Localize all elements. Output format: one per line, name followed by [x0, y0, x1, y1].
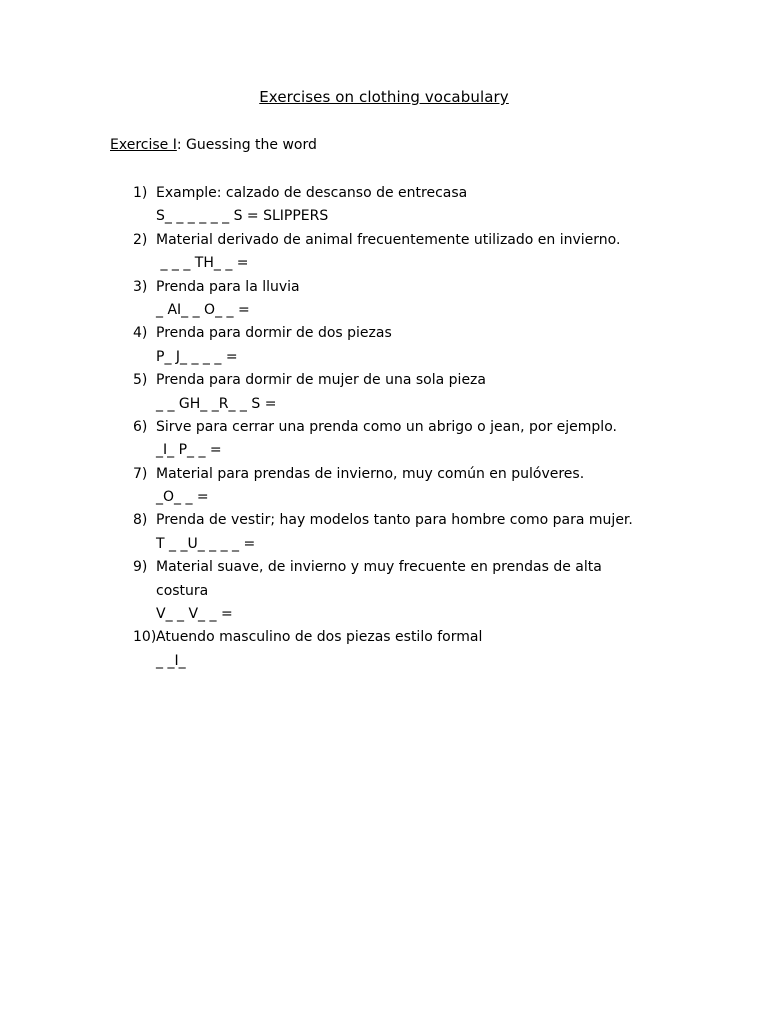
answer-blank: _I_ P_ _ = — [156, 442, 222, 459]
exercise-line — [0, 182, 768, 205]
exercise-number: 7) — [133, 465, 148, 482]
exercise-line — [0, 626, 768, 649]
exercise-number: 8) — [133, 512, 148, 529]
exercise-prompt: Material derivado de animal frecuentemente utilizado en invierno. — [156, 231, 621, 248]
answer-line — [0, 346, 768, 369]
exercise-item — [0, 369, 768, 416]
exercise-item — [0, 416, 768, 463]
exercise-item — [0, 556, 768, 626]
exercise-item — [0, 229, 768, 276]
exercise-line — [0, 229, 768, 252]
exercise-number: 10) — [133, 629, 157, 646]
exercise-item — [0, 463, 768, 510]
exercise-prompt: Example: calzado de descanso de entrecasa — [156, 185, 468, 201]
answer-line — [0, 205, 768, 228]
exercise-number: 3) — [133, 278, 148, 295]
exercise-item — [0, 626, 768, 673]
exercise-prompt: Material para prendas de invierno, muy común en pulóveres. — [156, 465, 585, 482]
exercise-prompt: Atuendo masculino de dos piezas estilo formal — [156, 629, 483, 646]
exercise-number: 4) — [133, 325, 148, 342]
answer-line — [0, 650, 768, 673]
section-heading — [110, 137, 317, 153]
exercise-number: 9) — [133, 559, 148, 576]
answer-line — [0, 393, 768, 416]
answer-blank: V_ _ V_ _ = — [156, 606, 233, 623]
exercise-number: 1) — [133, 185, 148, 201]
exercise-line — [0, 580, 768, 603]
exercise-line — [0, 463, 768, 486]
answer-blank: T _ _U_ _ _ _ = — [156, 535, 256, 552]
exercise-item — [0, 509, 768, 556]
exercise-number: 5) — [133, 372, 148, 389]
exercise-line — [0, 369, 768, 392]
section-subtitle: : Guessing the word — [176, 137, 317, 153]
exercise-item — [0, 276, 768, 323]
answer-line — [0, 603, 768, 626]
answer-blank: _ _ _ TH_ _ = — [156, 255, 249, 272]
exercise-line — [0, 416, 768, 439]
answer-line — [0, 252, 768, 275]
exercise-list — [0, 182, 768, 673]
exercise-item — [0, 182, 768, 229]
answer-blank: _ AI_ _ O_ _ = — [156, 301, 250, 318]
exercise-prompt: Prenda para la lluvia — [156, 278, 300, 295]
exercise-line — [0, 276, 768, 299]
page-title: Exercises on clothing vocabulary — [259, 88, 509, 106]
exercise-number: 2) — [133, 231, 148, 248]
exercise-prompt: Prenda para dormir de mujer de una sola pieza — [156, 372, 486, 389]
answer-line — [0, 486, 768, 509]
answer-line — [0, 533, 768, 556]
section-label: Exercise I — [110, 137, 177, 153]
answer-blank: _O_ _ = — [156, 489, 209, 506]
exercise-prompt: Prenda de vestir; hay modelos tanto para hombre como para mujer. — [156, 512, 633, 529]
answer-blank: _ _I_ — [156, 652, 186, 669]
answer-line — [0, 439, 768, 462]
answer-blank: _ _ GH_ _R_ _ S = — [156, 395, 277, 412]
exercise-prompt: Sirve para cerrar una prenda como un abrigo o jean, por ejemplo. — [156, 418, 617, 435]
exercise-prompt: costura — [156, 582, 209, 599]
answer-line — [0, 299, 768, 322]
exercise-line — [0, 509, 768, 532]
exercise-prompt: Material suave, de invierno y muy frecuente en prendas de alta — [156, 559, 602, 576]
exercise-line — [0, 322, 768, 345]
exercise-number: 6) — [133, 418, 148, 435]
exercise-item — [0, 322, 768, 369]
answer-blank: S_ _ _ _ _ _ S = SLIPPERS — [156, 208, 329, 225]
exercise-prompt: Prenda para dormir de dos piezas — [156, 325, 392, 342]
answer-blank: P_ J_ _ _ _ = — [156, 348, 238, 365]
exercise-line — [0, 556, 768, 579]
